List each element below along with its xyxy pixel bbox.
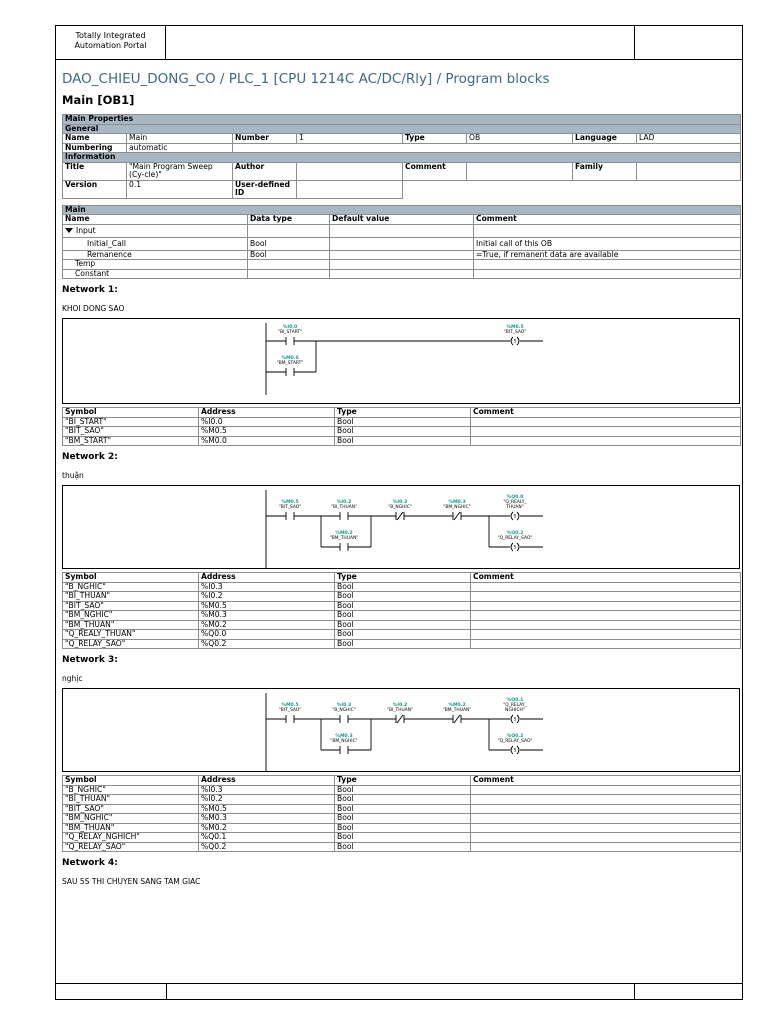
table-row: "BI_START" %I0.0 Bool	[63, 417, 741, 427]
coil-symbol-2: NGHICH"	[505, 708, 525, 713]
language-value: LAD	[637, 134, 741, 144]
coil-symbol: "Q_RELAY_SAO"	[497, 739, 533, 744]
contact-address: %M0.2	[335, 531, 353, 536]
contact-symbol: "BI_THUAN"	[386, 708, 414, 713]
coil-type: S	[513, 748, 517, 754]
section-information: Information	[63, 153, 741, 163]
table-row: "BIT_SAO" %M0.5 Bool	[63, 804, 741, 814]
coil[interactable]	[498, 530, 533, 551]
contact[interactable]	[279, 702, 301, 723]
title-value: "Main Program Sweep (Cy-cle)"	[127, 162, 233, 180]
coil-symbol: "Q_RELAY_	[503, 703, 527, 708]
contact[interactable]	[330, 733, 357, 754]
table-row: "BIT_SAO" %M0.5 Bool	[63, 601, 741, 611]
symbol-table: Symbol Address Type Comment "B_NGHIC" %I0.3 Bool "BI_THUAN" %I0.2 Bool "BIT_SAO" %M0.5 Bool "BM_NGHIC" %M0.3 Bool "BM_THUAN" %M0.2 Bool "Q_RELAY_NGHICH" %Q0.1 Bool "Q_RELAY_SAO" %Q0.2 Bool	[62, 775, 741, 852]
numbering-value: automatic	[127, 143, 233, 153]
coil[interactable]	[498, 733, 533, 754]
symbol-table: Symbol Address Type Comment "B_NGHIC" %I0.3 Bool "BI_THUAN" %I0.2 Bool "BIT_SAO" %M0.5 Bool "BM_NGHIC" %M0.3 Bool "BM_THUAN" %M0.2 Bool "Q_REALY_THUAN" %Q0.0 Bool "Q_RELAY_SAO" %Q0.2 Bool	[62, 572, 741, 649]
coil-type: S	[513, 514, 517, 520]
coil-type: S	[513, 339, 517, 345]
ladder-diagram	[62, 688, 740, 772]
number-value: 1	[297, 134, 403, 144]
portal-line-2: Automation Portal	[74, 41, 147, 50]
portal-line-1: Totally Integrated	[75, 31, 146, 40]
coil-address: %Q0.1	[506, 698, 524, 703]
table-row: "B_NGHIC" %I0.3 Bool	[63, 785, 741, 795]
chevron-down-icon[interactable]	[65, 228, 73, 233]
contact-symbol: "BM_NGHIC"	[330, 739, 358, 744]
table-row: "B_NGHIC" %I0.3 Bool	[63, 582, 741, 592]
table-row: "Q_REALY_THUAN" %Q0.0 Bool	[63, 630, 741, 640]
ladder-svg	[63, 319, 741, 405]
contact-symbol: "BM_NGHIC"	[443, 505, 471, 510]
report-page	[55, 25, 743, 1000]
page-header	[56, 26, 742, 60]
properties-table: Main Properties General Name Main Number 1 Type OB Language LAD Numbering automatic Information Title "Main Program Sweep (Cy-cle)" Author Comment Family Version 0.1 User-defined ID	[62, 114, 741, 199]
networks-container	[62, 285, 740, 888]
contact-symbol: "BIT_SAO"	[278, 708, 302, 713]
contact-address: %M0.3	[448, 500, 466, 505]
contact[interactable]	[277, 355, 304, 376]
contact-symbol: "BI_THUAN"	[330, 505, 358, 510]
table-row: "BM_START" %M0.0 Bool	[63, 436, 741, 446]
tree-input[interactable]: Input	[63, 224, 248, 237]
page-footer	[56, 983, 742, 999]
contact-symbol: "B_NGHIC"	[332, 708, 356, 713]
coil-address: %Q0.2	[506, 531, 524, 536]
table-row: "BM_THUAN" %M0.2 Bool	[63, 620, 741, 630]
contact[interactable]	[388, 499, 412, 520]
section-interface: Main	[63, 205, 741, 215]
section-general: General	[63, 124, 741, 134]
table-row: "BM_NGHIC" %M0.3 Bool	[63, 814, 741, 824]
contact-address: %I0.0	[282, 325, 298, 330]
table-row: "BI_THUAN" %I0.2 Bool	[63, 592, 741, 602]
table-row: "BM_THUAN" %M0.2 Bool	[63, 823, 741, 833]
page-title: DAO_CHIEU_DONG_CO / PLC_1 [CPU 1214C AC/DC/Rly] / Program blocks	[62, 71, 550, 87]
symbol-table: Symbol Address Type Comment "BI_START" %I0.0 Bool "BIT_SAO" %M0.5 Bool "BM_START" %M0.0 Bool	[62, 407, 741, 446]
contact[interactable]	[443, 702, 472, 723]
coil[interactable]	[504, 324, 526, 345]
table-row: "BI_THUAN" %I0.2 Bool	[63, 795, 741, 805]
contact-symbol: "BM_THUAN"	[329, 536, 359, 541]
interface-table: Main Name Data type Default value Comment Input Initial_Call Bool Initial call of this OB Remanence Bool =True, if remanent data are available Temp Constant	[62, 205, 741, 280]
name-value: Main	[127, 134, 233, 144]
coil-address: %M0.5	[506, 325, 524, 330]
contact-address: %M0.5	[281, 500, 299, 505]
network-comment: SAU 5S THI CHUYEN SANG TAM GIAC	[62, 877, 201, 886]
contact-symbol: "BIT_SAO"	[278, 505, 302, 510]
contact-symbol: "BM_THUAN"	[442, 708, 472, 713]
contact-symbol: "BI_START"	[277, 330, 303, 335]
coil-type: S	[513, 717, 517, 723]
ladder-svg	[63, 689, 741, 773]
type-value: OB	[467, 134, 573, 144]
ladder-svg	[63, 486, 741, 570]
table-row: "BIT_SAO" %M0.5 Bool	[63, 427, 741, 437]
page-content	[62, 70, 740, 888]
contact-address: %M0.3	[335, 734, 353, 739]
contact-address: %I0.3	[336, 703, 352, 708]
network-label: Network 2:	[62, 452, 118, 462]
contact-address: %I0.2	[336, 500, 352, 505]
table-row: "BM_NGHIC" %M0.3 Bool	[63, 611, 741, 621]
contact-address: %I0.3	[392, 500, 408, 505]
contact[interactable]	[443, 499, 470, 520]
ladder-diagram	[62, 318, 740, 404]
version-value: 0.1	[127, 180, 233, 198]
contact[interactable]	[279, 499, 301, 520]
coil-symbol: "BIT_SAO"	[503, 330, 527, 335]
contact-address: %M0.5	[281, 703, 299, 708]
coil-type: S	[513, 545, 517, 551]
section-main-properties: Main Properties	[63, 115, 741, 125]
contact-address: %M0.0	[281, 356, 299, 361]
contact[interactable]	[332, 702, 356, 723]
table-row: "Q_RELAY_NGHICH" %Q0.1 Bool	[63, 833, 741, 843]
contact-address: %M0.2	[448, 703, 466, 708]
network-comment: nghịc	[62, 674, 83, 683]
block-name: Main [OB1]	[62, 93, 135, 107]
coil-symbol: "Q_REALY_	[503, 500, 527, 505]
contact[interactable]	[278, 324, 302, 345]
coil-symbol-2: THUAN"	[506, 505, 524, 510]
contact[interactable]	[331, 499, 357, 520]
contact-symbol: "B_NGHIC"	[388, 505, 412, 510]
coil-address: %Q0.0	[506, 495, 524, 500]
network-comment: KHOI DONG SAO	[62, 304, 125, 313]
network-comment: thuận	[62, 471, 84, 480]
ladder-diagram	[62, 485, 740, 569]
table-row: "Q_RELAY_SAO" %Q0.2 Bool	[63, 639, 741, 649]
contact-address: %I0.2	[392, 703, 408, 708]
coil-symbol: "Q_RELAY_SAO"	[497, 536, 533, 541]
contact[interactable]	[330, 530, 359, 551]
network-label: Network 4:	[62, 858, 118, 868]
contact[interactable]	[387, 702, 413, 723]
portal-label	[56, 26, 166, 59]
table-row: "Q_RELAY_SAO" %Q0.2 Bool	[63, 842, 741, 852]
contact-symbol: "BM_START"	[276, 361, 304, 366]
network-label: Network 1:	[62, 285, 118, 295]
network-label: Network 3:	[62, 655, 118, 665]
coil-address: %Q0.2	[506, 734, 524, 739]
